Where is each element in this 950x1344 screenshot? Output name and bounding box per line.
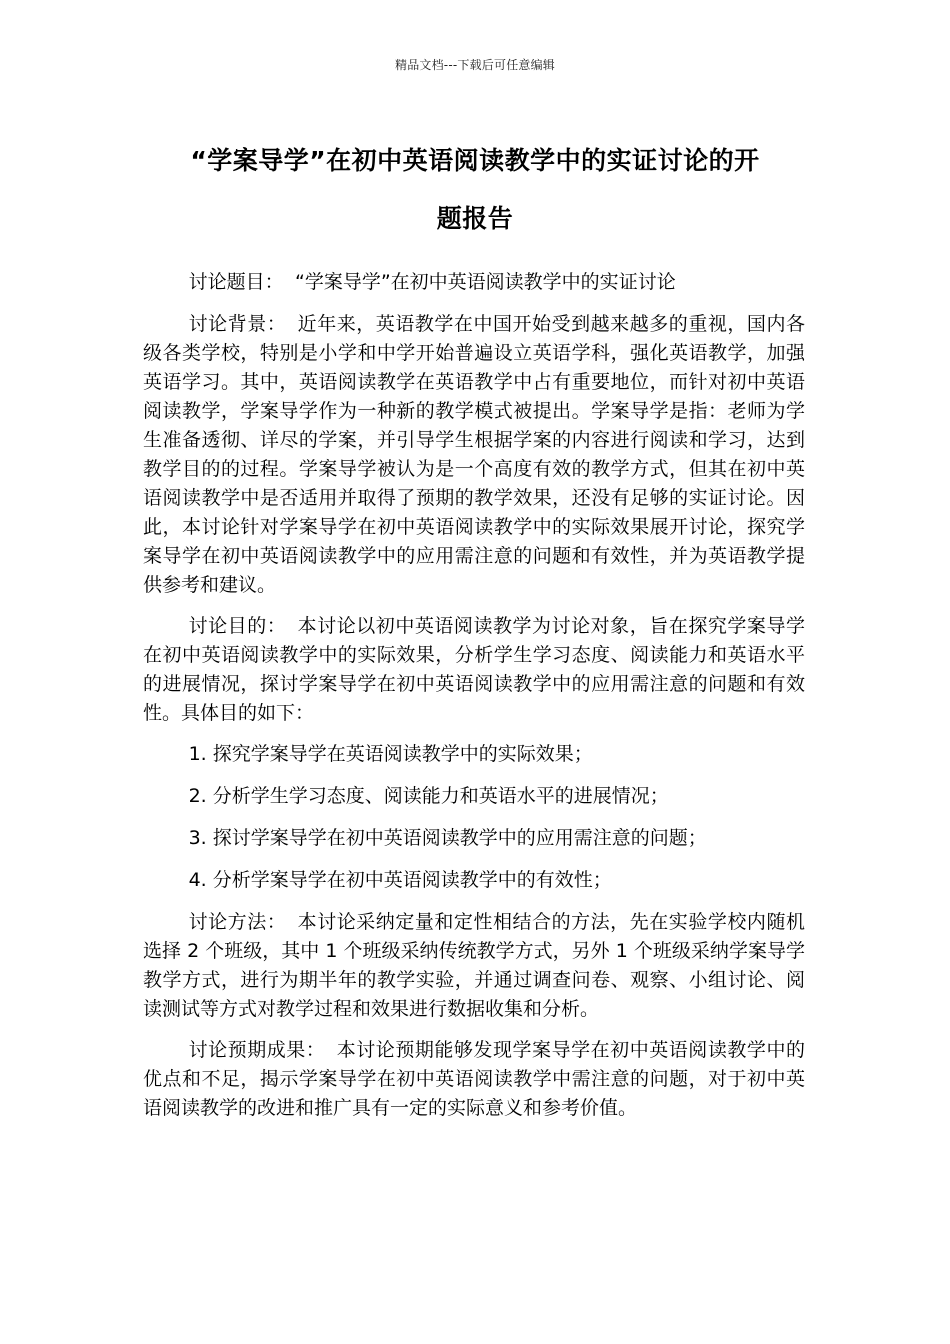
purpose-label: 讨论目的： <box>188 615 287 637</box>
background-text: 近年来，英语教学在中国开始受到越来越多的重视，国内各级各类学校，特别是小学和中学开始普遍设立英语学科，强化英语教学，加强英语学习。其中，英语阅读教学在英语教学中占有重要地位，而针对初中英语阅读教学，学案导学作为一种新的教学模式被提出。学案导学是指：老师为学生准备透彻、详尽的学案，并引导学生根据学案的内容进行阅读和学习，达到教学目的的过程。学案导学被认为是一个高度有效的教学方式，但其在初中英语阅读教学中是否适用并取得了预期的教学效果，还没有足够的实证讨论。因此，本讨论针对学案导学在初中英语阅读教学中的实际效果展开讨论，探究学案导学在初中英语阅读教学中的应用需注意的问题和有效性，并为英语教学提供参考和建议。 <box>143 313 805 596</box>
document-body <box>143 268 805 1135</box>
page-header: 精品文档---下载后可任意编辑 <box>395 58 555 72</box>
goal-item-1: 1. 探究学案导学在英语阅读教学中的实际效果； <box>188 743 593 765</box>
method-text: 本讨论采纳定量和定性相结合的方法，先在实验学校内随机选择 2 个班级，其中 1 个班级采纳传统教学方式，另外 1 个班级采纳学案导学教学方式，进行为期半年的教学实验，并通过调查问卷、观察、小组讨论、阅读测试等方式对教学过程和效果进行数据收集和分析。 <box>143 911 805 1020</box>
goal-item-3: 3. 探讨学案导学在初中英语阅读教学中的应用需注意的问题； <box>188 827 707 849</box>
topic-paragraph <box>143 268 805 297</box>
title-line-2: 题报告 <box>436 204 514 233</box>
topic-text: “学案导学”在初中英语阅读教学中的实证讨论 <box>295 271 676 293</box>
background-paragraph <box>143 310 805 600</box>
topic-label: 讨论题目： <box>188 271 284 293</box>
goal-item-4: 4. 分析学案导学在初中英语阅读教学中的有效性； <box>188 869 612 891</box>
goal-item-2: 2. 分析学生学习态度、阅读能力和英语水平的进展情况； <box>188 785 669 807</box>
method-paragraph <box>143 908 805 1024</box>
method-label: 讨论方法： <box>188 911 287 933</box>
expected-results-text: 本讨论预期能够发现学案导学在初中英语阅读教学中的优点和不足，揭示学案导学在初中英语阅读教学中需注意的问题，对于初中英语阅读教学的改进和推广具有一定的实际意义和参考价值。 <box>143 1039 805 1119</box>
background-label: 讨论背景： <box>188 313 287 335</box>
purpose-paragraph <box>143 612 805 728</box>
purpose-text: 本讨论以初中英语阅读教学为讨论对象，旨在探究学案导学在初中英语阅读教学中的实际效果，分析学生学习态度、阅读能力和英语水平的进展情况，探讨学案导学在初中英语阅读教学中的应用需注意的问题和有效性。具体目的如下： <box>143 615 805 724</box>
document-title <box>140 132 810 248</box>
expected-results-paragraph <box>143 1036 805 1123</box>
expected-results-label: 讨论预期成果： <box>188 1039 326 1061</box>
title-line-1: “学案导学”在初中英语阅读教学中的实证讨论的开 <box>190 146 760 175</box>
